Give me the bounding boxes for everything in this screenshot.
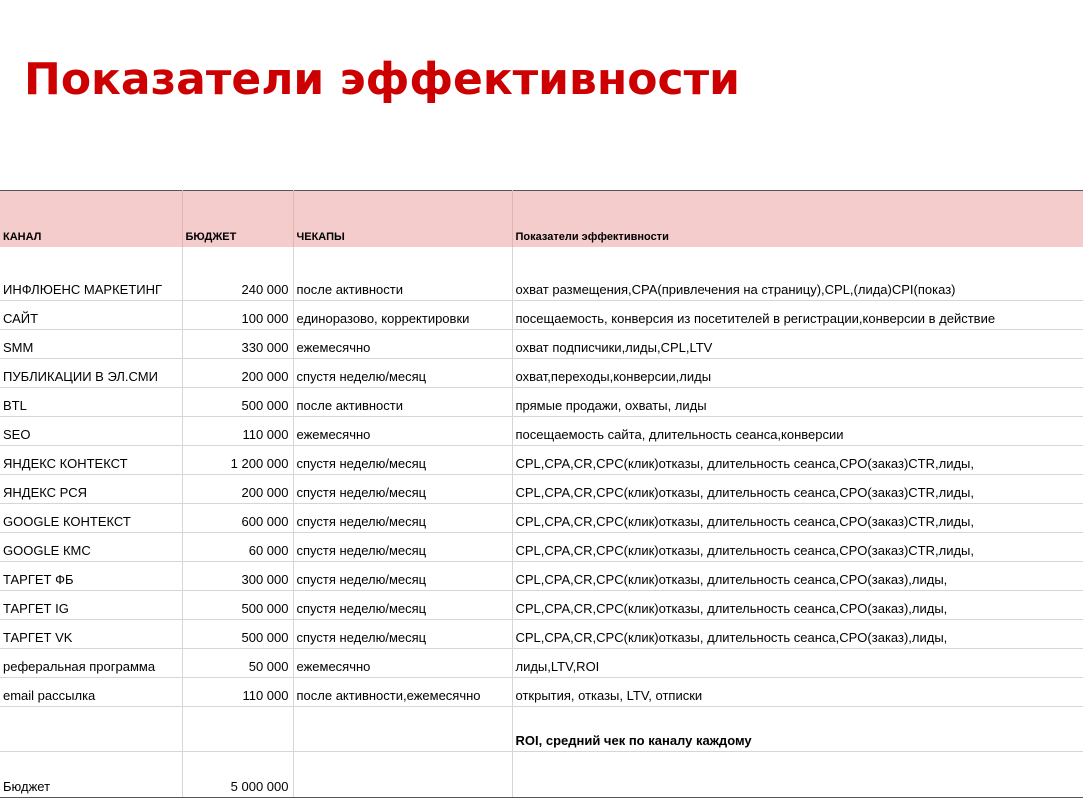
kpi-cell[interactable]: охват размещения,CPA(привлечения на страницу),CPL,(лида)CPI(показ)	[512, 272, 1083, 301]
channel-cell[interactable]: ТАРГЕТ ФБ	[0, 562, 182, 591]
table-row	[0, 678, 1083, 707]
empty-cell[interactable]	[0, 247, 182, 272]
budget-cell[interactable]: 240 000	[182, 272, 293, 301]
channel-cell[interactable]: GOOGLE КМС	[0, 533, 182, 562]
budget-cell[interactable]: 500 000	[182, 388, 293, 417]
empty-cell[interactable]	[182, 247, 293, 272]
empty-cell[interactable]	[512, 247, 1083, 272]
checkups-cell[interactable]: спустя неделю/месяц	[293, 359, 512, 388]
checkups-cell[interactable]: спустя неделю/месяц	[293, 475, 512, 504]
checkups-cell[interactable]: после активности	[293, 272, 512, 301]
channel-cell[interactable]: email рассылка	[0, 678, 182, 707]
page-title: Показатели эффективности	[24, 54, 740, 105]
kpi-cell[interactable]: прямые продажи, охваты, лиды	[512, 388, 1083, 417]
empty-cell[interactable]	[293, 707, 512, 752]
checkups-cell[interactable]: спустя неделю/месяц	[293, 591, 512, 620]
header-budget[interactable]: БЮДЖЕТ	[182, 191, 293, 248]
kpi-cell[interactable]: охват подписчики,лиды,CPL,LTV	[512, 330, 1083, 359]
header-row	[0, 191, 1083, 248]
kpi-cell[interactable]: CPL,CPA,CR,CPC(клик)отказы, длительность сеанса,CPO(заказ),лиды,	[512, 620, 1083, 649]
table-row	[0, 359, 1083, 388]
table-row	[0, 272, 1083, 301]
table-row	[0, 330, 1083, 359]
budget-cell[interactable]: 110 000	[182, 678, 293, 707]
checkups-cell[interactable]: спустя неделю/месяц	[293, 562, 512, 591]
header-kpi[interactable]: Показатели эффективности	[512, 191, 1083, 248]
budget-cell[interactable]: 600 000	[182, 504, 293, 533]
table-row	[0, 475, 1083, 504]
table-row	[0, 649, 1083, 678]
checkups-cell[interactable]: спустя неделю/месяц	[293, 620, 512, 649]
budget-cell[interactable]: 200 000	[182, 475, 293, 504]
kpi-cell[interactable]: CPL,CPA,CR,CPC(клик)отказы, длительность сеанса,CPO(заказ)CTR,лиды,	[512, 475, 1083, 504]
channel-cell[interactable]: ТАРГЕТ IG	[0, 591, 182, 620]
budget-cell[interactable]: 110 000	[182, 417, 293, 446]
kpi-cell[interactable]: CPL,CPA,CR,CPC(клик)отказы, длительность сеанса,CPO(заказ)CTR,лиды,	[512, 504, 1083, 533]
empty-cell[interactable]	[0, 707, 182, 752]
kpi-table	[0, 190, 1083, 798]
checkups-cell[interactable]: после активности,ежемесячно	[293, 678, 512, 707]
empty-cell[interactable]	[293, 752, 512, 798]
kpi-cell[interactable]: CPL,CPA,CR,CPC(клик)отказы, длительность сеанса,CPO(заказ),лиды,	[512, 591, 1083, 620]
channel-cell[interactable]: GOOGLE КОНТЕКСТ	[0, 504, 182, 533]
budget-cell[interactable]: 50 000	[182, 649, 293, 678]
table-row	[0, 446, 1083, 475]
channel-cell[interactable]: SEO	[0, 417, 182, 446]
budget-cell[interactable]: 100 000	[182, 301, 293, 330]
channel-cell[interactable]: ЯНДЕКС РСЯ	[0, 475, 182, 504]
kpi-cell[interactable]: посещаемость сайта, длительность сеанса,конверсии	[512, 417, 1083, 446]
kpi-cell[interactable]: CPL,CPA,CR,CPC(клик)отказы, длительность сеанса,CPO(заказ)CTR,лиды,	[512, 533, 1083, 562]
budget-cell[interactable]: 1 200 000	[182, 446, 293, 475]
kpi-cell[interactable]: посещаемость, конверсия из посетителей в регистрации,конверсии в действие	[512, 301, 1083, 330]
kpi-cell[interactable]: лиды,LTV,ROI	[512, 649, 1083, 678]
total-label-cell[interactable]: Бюджет	[0, 752, 182, 798]
table-body	[0, 247, 1083, 707]
spacer-row	[0, 247, 1083, 272]
table-row	[0, 533, 1083, 562]
table-row	[0, 504, 1083, 533]
empty-cell[interactable]	[293, 247, 512, 272]
table-row	[0, 562, 1083, 591]
empty-cell[interactable]	[182, 707, 293, 752]
channel-cell[interactable]: SMM	[0, 330, 182, 359]
table-row	[0, 301, 1083, 330]
channel-cell[interactable]: ЯНДЕКС КОНТЕКСТ	[0, 446, 182, 475]
channel-cell[interactable]: BTL	[0, 388, 182, 417]
kpi-cell[interactable]: CPL,CPA,CR,CPC(клик)отказы, длительность сеанса,CPO(заказ)CTR,лиды,	[512, 446, 1083, 475]
header-checkups[interactable]: ЧЕКАПЫ	[293, 191, 512, 248]
checkups-cell[interactable]: ежемесячно	[293, 417, 512, 446]
roi-note-cell[interactable]: ROI, средний чек по каналу каждому	[512, 707, 1083, 752]
budget-cell[interactable]: 300 000	[182, 562, 293, 591]
empty-cell[interactable]	[512, 752, 1083, 798]
table-row	[0, 620, 1083, 649]
kpi-cell[interactable]: CPL,CPA,CR,CPC(клик)отказы, длительность сеанса,CPO(заказ),лиды,	[512, 562, 1083, 591]
checkups-cell[interactable]: спустя неделю/месяц	[293, 446, 512, 475]
checkups-cell[interactable]: после активности	[293, 388, 512, 417]
table-row	[0, 417, 1083, 446]
total-row	[0, 752, 1083, 798]
channel-cell[interactable]: САЙТ	[0, 301, 182, 330]
checkups-cell[interactable]: спустя неделю/месяц	[293, 504, 512, 533]
channel-cell[interactable]: ПУБЛИКАЦИИ В ЭЛ.СМИ	[0, 359, 182, 388]
channel-cell[interactable]: ИНФЛЮЕНС МАРКЕТИНГ	[0, 272, 182, 301]
total-value-cell[interactable]: 5 000 000	[182, 752, 293, 798]
roi-row	[0, 707, 1083, 752]
header-channel[interactable]: КАНАЛ	[0, 191, 182, 248]
checkups-cell[interactable]: спустя неделю/месяц	[293, 533, 512, 562]
kpi-cell[interactable]: открытия, отказы, LTV, отписки	[512, 678, 1083, 707]
checkups-cell[interactable]: ежемесячно	[293, 330, 512, 359]
budget-cell[interactable]: 200 000	[182, 359, 293, 388]
budget-cell[interactable]: 330 000	[182, 330, 293, 359]
channel-cell[interactable]: ТАРГЕТ VK	[0, 620, 182, 649]
budget-cell[interactable]: 500 000	[182, 591, 293, 620]
kpi-cell[interactable]: охват,переходы,конверсии,лиды	[512, 359, 1083, 388]
table-row	[0, 591, 1083, 620]
budget-cell[interactable]: 500 000	[182, 620, 293, 649]
checkups-cell[interactable]: ежемесячно	[293, 649, 512, 678]
channel-cell[interactable]: реферальная программа	[0, 649, 182, 678]
budget-cell[interactable]: 60 000	[182, 533, 293, 562]
table-row	[0, 388, 1083, 417]
checkups-cell[interactable]: единоразово, корректировки	[293, 301, 512, 330]
